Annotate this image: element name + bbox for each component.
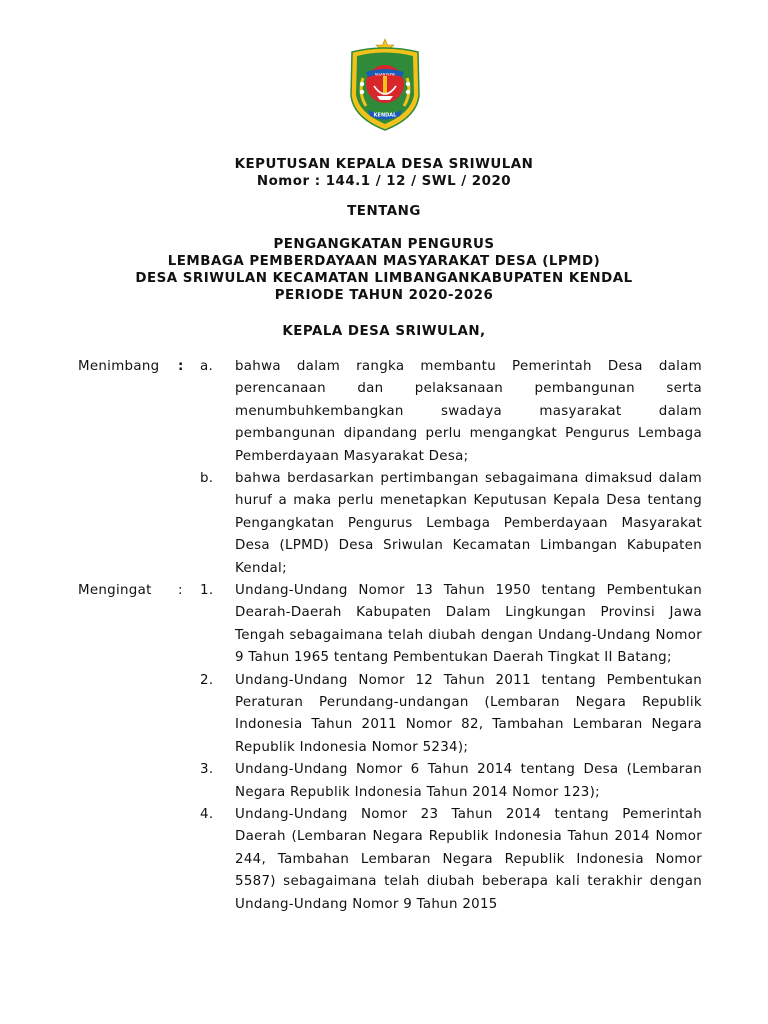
mengingat-section xyxy=(78,580,702,916)
subject-line3: DESA SRIWULAN KECAMATAN LIMBANGANKABUPATEN KENDAL xyxy=(135,271,633,286)
item-marker: b. xyxy=(200,471,214,487)
emblem-banner-text: NGANTEPIE xyxy=(374,72,396,77)
item-marker: a. xyxy=(200,359,214,374)
mengingat-label: Mengingat xyxy=(78,583,152,598)
issuer-text: KEPALA DESA SRIWULAN, xyxy=(282,324,486,339)
item-marker: 4. xyxy=(200,807,214,823)
item-marker: 3. xyxy=(200,762,214,778)
tentang-text: TENTANG xyxy=(347,204,421,219)
menimbang-section xyxy=(78,356,702,580)
kendal-regency-emblem-icon xyxy=(344,38,426,138)
item-text: bahwa berdasarkan pertimbangan sebagaimana dimaksud dalam huruf a maka perlu menetapkan Keputusan Kepala Desa tentang Pengangkatan Pengurus Lembaga Pemberdayaan Masyarakat Desa (LPMD) Desa Sriwulan Kecamatan Limbangan Kabupaten Kendal; xyxy=(235,471,702,576)
list-item xyxy=(78,670,702,760)
list-item xyxy=(78,580,702,670)
list-item xyxy=(78,468,702,580)
mengingat-row xyxy=(78,580,702,916)
decree-title xyxy=(0,156,768,190)
mengingat-colon: : xyxy=(178,583,183,598)
tentang-heading xyxy=(0,203,768,220)
menimbang-label: Menimbang xyxy=(78,359,160,374)
emblem-graphic xyxy=(344,38,426,138)
item-text: Undang-Undang Nomor 6 Tahun 2014 tentang Desa (Lembaran Negara Republik Indonesia Tahun 2014 Nomor 123); xyxy=(235,762,702,800)
item-text: Undang-Undang Nomor 13 Tahun 1950 tentang Pembentukan Dearah-Daerah Kabupaten Dalam Lingkungan Provinsi Jawa Tengah sebagaimana telah diubah dengan Undang-Undang Nomor 9 Tahun 1965 tentang Pembentukan Daerah Tingkat II Batang; xyxy=(235,583,702,666)
decree-subject xyxy=(0,236,768,304)
item-marker: 2. xyxy=(200,672,214,688)
list-item xyxy=(78,356,702,468)
subject-line1: PENGANGKATAN PENGURUS xyxy=(273,237,495,252)
item-text: Undang-Undang Nomor 12 Tahun 2011 tentang Pembentukan Peraturan Perundang-undangan (Lembaran Negara Republik Indonesia Tahun 2011 Nomor 82, Tambahan Lembaran Negara Republik Indonesia Nomor 5234); xyxy=(235,672,702,755)
menimbang-row xyxy=(78,356,702,580)
list-item xyxy=(78,759,702,804)
decree-title-line1: KEPUTUSAN KEPALA DESA SRIWULAN xyxy=(234,157,534,172)
subject-line4: PERIODE TAHUN 2020-2026 xyxy=(274,288,494,303)
menimbang-colon: : xyxy=(178,359,184,374)
item-marker: 1. xyxy=(200,583,214,598)
decree-number: Nomor : 144.1 / 12 / SWL / 2020 xyxy=(256,174,512,189)
item-text: bahwa dalam rangka membantu Pemerintah Desa dalam perencanaan dan pelaksanaan pembangunan serta menumbuhkembangkan swadaya masyarakat dalam pembangunan dipandang perlu mengangkat Pengurus Lembaga Pemberdayaan Masyarakat Desa; xyxy=(235,359,702,464)
list-item xyxy=(78,804,702,916)
issuer-heading xyxy=(0,323,768,340)
item-text: Undang-Undang Nomor 23 Tahun 2014 tentang Pemerintah Daerah (Lembaran Negara Republik Indonesia Tahun 2014 Nomor 244, Tambahan Lembaran Negara Republik Indonesia Nomor 5587) sebagaimana telah diubah beberapa kali terakhir dengan Undang-Undang Nomor 9 Tahun 2015 xyxy=(235,807,702,912)
subject-line2: LEMBAGA PEMBERDAYAAN MASYARAKAT DESA (LPMD) xyxy=(167,254,601,269)
emblem-name-text: KENDAL xyxy=(373,112,397,119)
